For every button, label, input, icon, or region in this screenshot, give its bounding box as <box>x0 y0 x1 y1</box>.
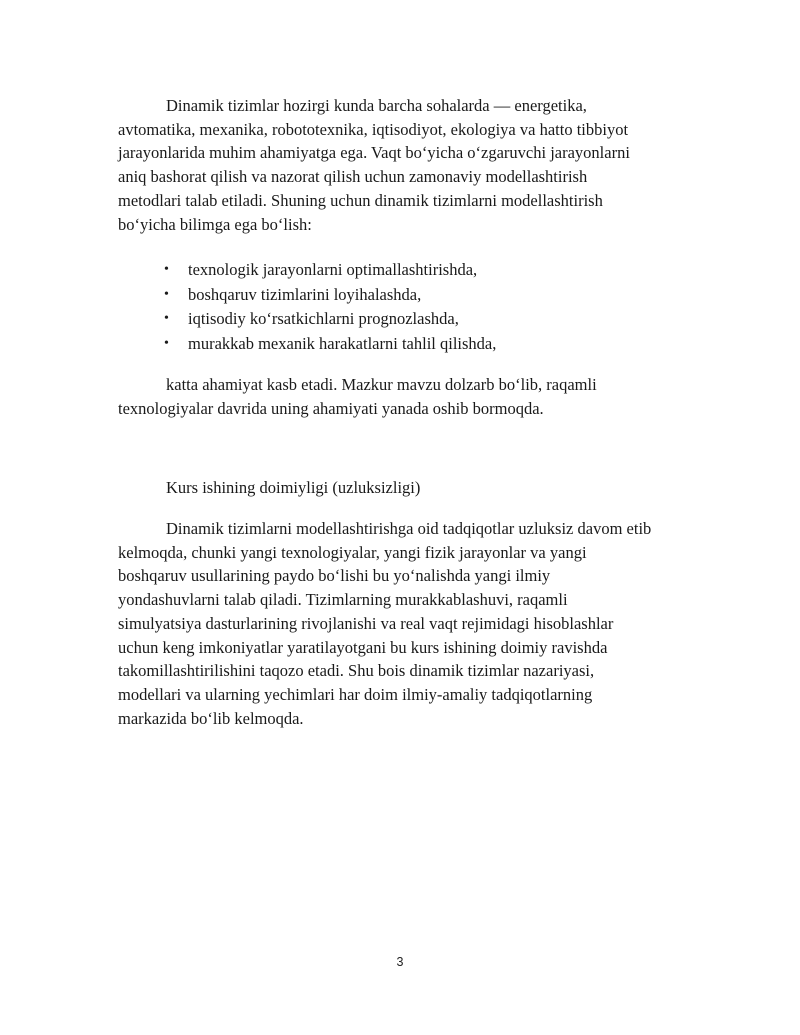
paragraph-line: Dinamik tizimlarni modellashtirishga oid tadqiqotlar uzluksiz davom etib <box>166 519 652 538</box>
paragraph-line: boshqaruv usullarining paydo bo‘lishi bu yo‘nalishda yangi ilmiy <box>118 566 551 586</box>
bullet-icon: • <box>164 335 169 351</box>
paragraph-line: bo‘yicha bilimga ega bo‘lish: <box>118 214 312 234</box>
paragraph-line: modellari va ularning yechimlari har doim ilmiy-amaliy tadqiqotlarning <box>118 684 593 704</box>
paragraph-line: uchun keng imkoniyatlar yaratilayotgani bu kurs ishining doimiy ravishda <box>118 637 608 657</box>
intro-paragraph <box>118 94 718 236</box>
list-item <box>160 283 700 308</box>
list-item-text: texnologik jarayonlarni optimallashtirishda, <box>188 260 478 279</box>
paragraph-line: jarayonlarida muhim ahamiyatga ega. Vaqt bo‘yicha o‘zgaruvchi jarayonlarni <box>118 143 630 163</box>
paragraph-line: avtomatika, mexanika, robototexnika, iqtisodiyot, ekologiya va hatto tibbiyot <box>118 119 629 139</box>
list-item-text: iqtisodiy ko‘rsatkichlarni prognozlashda, <box>188 309 459 328</box>
section-heading: Kurs ishining doimiyligi (uzluksizligi) <box>166 478 421 497</box>
continuation-paragraph <box>118 373 718 420</box>
list-item <box>160 258 700 283</box>
paragraph-line: aniq bashorat qilish va nazorat qilish uchun zamonaviy modellashtirish <box>118 167 588 187</box>
body-paragraph <box>118 517 718 730</box>
list-item-text: murakkab mexanik harakatlarni tahlil qilishda, <box>188 333 497 353</box>
bullet-icon: • <box>164 311 169 326</box>
bullet-icon: • <box>164 262 169 277</box>
paragraph-line: simulyatsiya dasturlarining rivojlanishi va real vaqt rejimidagi hisoblashlar <box>118 613 614 633</box>
paragraph-line: kelmoqda, chunki yangi texnologiyalar, yangi fizik jarayonlar va yangi <box>118 542 587 562</box>
list-item-text: boshqaruv tizimlarini loyihalashda, <box>188 284 422 304</box>
paragraph-line: markazida bo‘lib kelmoqda. <box>118 708 304 728</box>
list-item <box>160 332 700 357</box>
bullet-list <box>160 258 700 356</box>
paragraph-line: Dinamik tizimlar hozirgi kunda barcha sohalarda — energetika, <box>166 96 587 115</box>
bullet-icon: • <box>164 286 169 302</box>
list-item <box>160 307 700 332</box>
paragraph-line: metodlari talab etiladi. Shuning uchun dinamik tizimlarni modellashtirish <box>118 190 603 210</box>
paragraph-line: yondashuvlarni talab qiladi. Tizimlarning murakkablashuvi, raqamli <box>118 590 568 610</box>
paragraph-line: texnologiyalar davrida uning ahamiyati yanada oshib bormoqda. <box>118 398 544 418</box>
paragraph-line: katta ahamiyat kasb etadi. Mazkur mavzu dolzarb bo‘lib, raqamli <box>166 375 597 394</box>
paragraph-line: takomillashtirilishini taqozo etadi. Shu bois dinamik tizimlar nazariyasi, <box>118 661 595 681</box>
page-number: 3 <box>396 955 404 969</box>
